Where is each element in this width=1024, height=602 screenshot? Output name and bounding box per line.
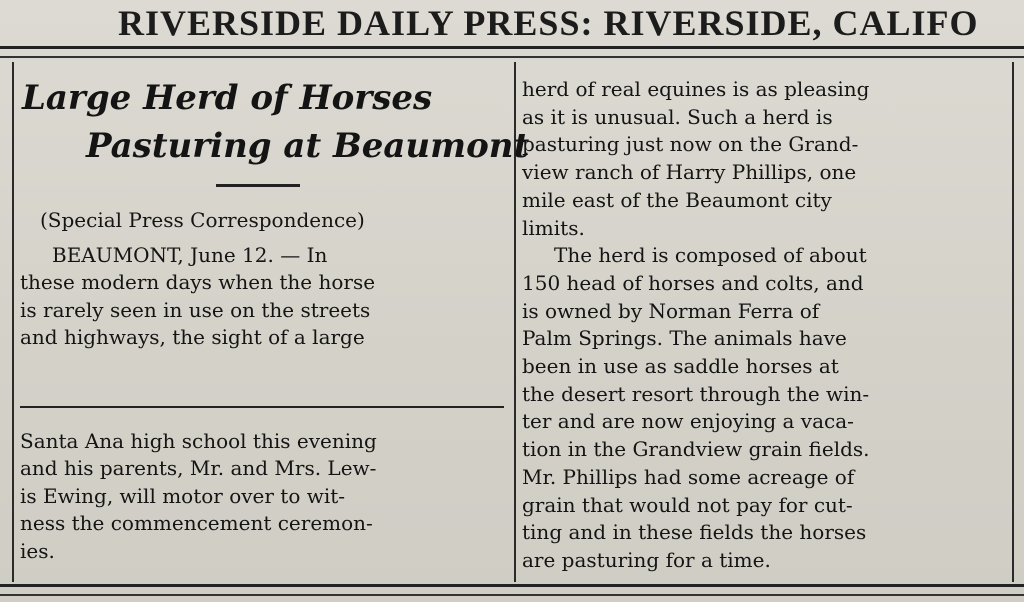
article-line: herd of real equines is as pleasing <box>522 77 870 101</box>
article-line: as it is unusual. Such a herd is <box>522 104 833 129</box>
article-line: ting and in these fields the horses <box>522 520 867 545</box>
top-rule <box>0 46 1024 49</box>
article-line: is Ewing, will motor over to wit- <box>20 483 346 508</box>
left-column-text <box>20 242 375 352</box>
article-line: mile east of the Beaumont city <box>522 187 832 212</box>
article-line: the desert resort through the win- <box>522 381 870 406</box>
article-line: these modern days when the horse <box>20 270 376 295</box>
article-separator <box>20 406 504 408</box>
article-line: is owned by Norman Ferra of <box>522 298 820 323</box>
article-credit: (Special Press Correspondence) <box>40 208 365 232</box>
article-line: grain that would not pay for cut- <box>522 492 853 517</box>
article-line: view ranch of Harry Phillips, one <box>522 160 857 185</box>
article-line: and highways, the sight of a large <box>20 325 365 350</box>
bottom-rule <box>0 584 1024 587</box>
article-line: ies. <box>20 538 55 563</box>
article-line: are pasturing for a time. <box>522 547 771 572</box>
article-line: limits. <box>522 215 585 240</box>
article-line: 150 head of horses and colts, and <box>522 270 864 295</box>
headline-line-2: Pasturing at Beaumont <box>86 126 530 166</box>
top-rule-thin <box>0 56 1024 58</box>
headline-line-1: Large Herd of Horses <box>22 78 433 118</box>
right-column-text <box>522 76 870 575</box>
article-line: Santa Ana high school this evening <box>20 429 377 453</box>
article-line: pasturing just now on the Grand- <box>522 132 859 157</box>
article-line: Palm Springs. The animals have <box>522 326 847 351</box>
masthead <box>0 0 1024 44</box>
article-line: BEAUMONT, June 12. — In <box>52 243 328 267</box>
article-line: and his parents, Mr. and Mrs. Lew- <box>20 456 377 481</box>
article-headline <box>22 74 530 170</box>
right-column-rule <box>1012 62 1014 582</box>
masthead-text: RIVERSIDE DAILY PRESS: RIVERSIDE, CALIFO <box>118 3 979 43</box>
headline-dash <box>216 184 300 187</box>
article-line: ter and are now enjoying a vaca- <box>522 409 854 434</box>
article-line: The herd is composed of about <box>554 243 867 268</box>
article-line: ness the commencement ceremon- <box>20 511 373 536</box>
article-line: is rarely seen in use on the streets <box>20 297 371 322</box>
left-column-rule <box>12 62 14 582</box>
bottom-rule-thin <box>0 594 1024 596</box>
article-line: Mr. Phillips had some acreage of <box>522 464 855 489</box>
article-line: been in use as saddle horses at <box>522 354 839 379</box>
article-line: tion in the Grandview grain fields. <box>522 437 870 462</box>
other-article-text <box>20 428 377 565</box>
